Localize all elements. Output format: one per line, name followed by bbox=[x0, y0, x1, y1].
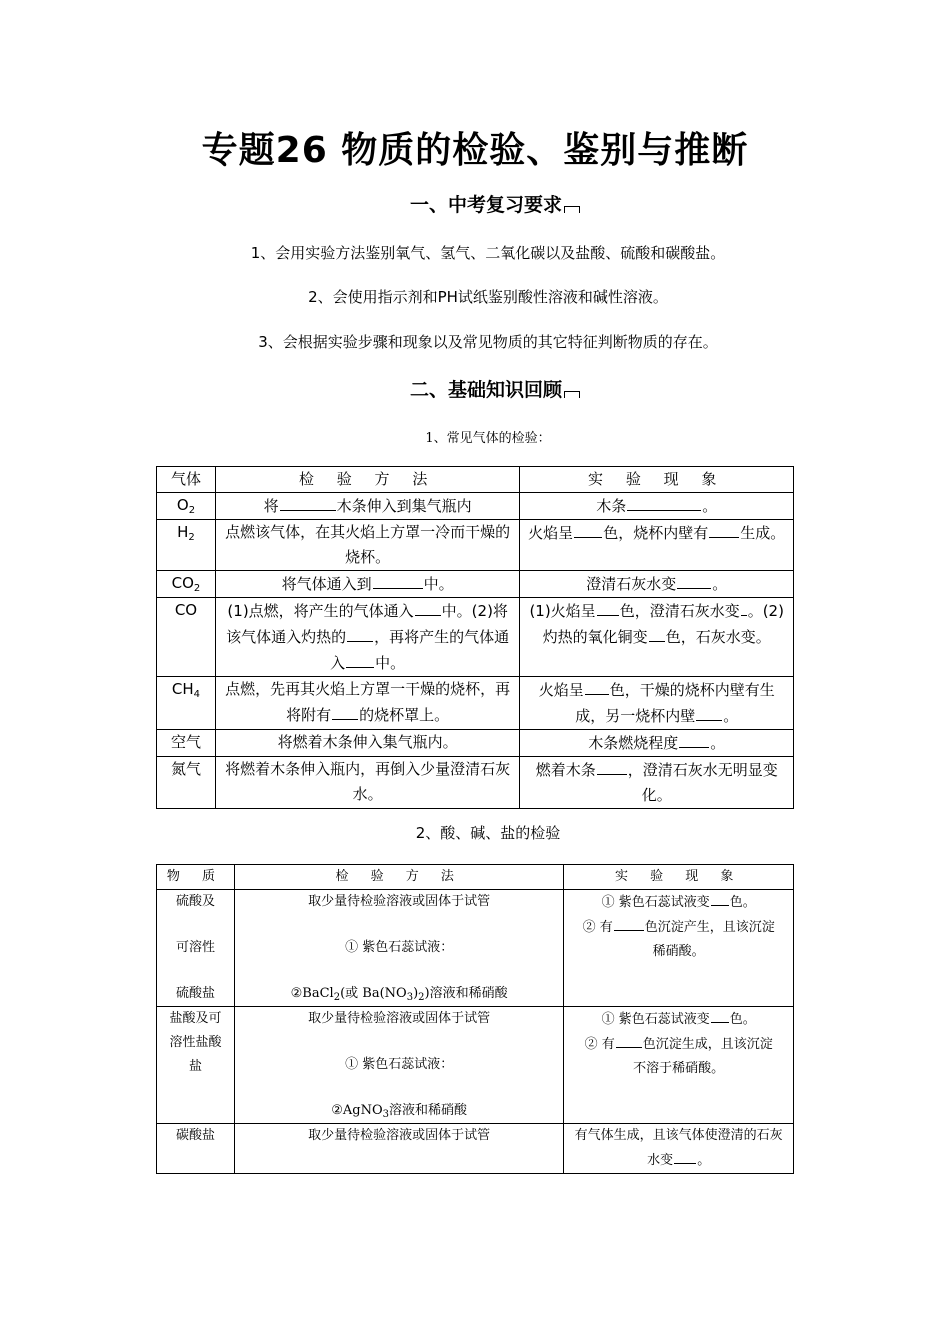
text: 色，澄清石灰水变 bbox=[619, 602, 740, 620]
text: 点燃，先再其火焰上方罩一干燥的烧杯，再将附有 bbox=[225, 680, 511, 724]
requirement-3: 3、会根据实验步骤和现象以及常见物质的其它特征判断物质的存在。 bbox=[258, 333, 718, 351]
result-cell bbox=[520, 730, 794, 757]
method-cell: 将燃着木条伸入瓶内，再倒入少量澄清石灰水。 bbox=[215, 757, 519, 809]
header-result: 实 验 现 象 bbox=[520, 467, 794, 493]
table2-caption: 2、酸、碱、盐的检验 bbox=[415, 824, 561, 842]
text: ① 紫色石蕊试液： bbox=[345, 1057, 454, 1072]
text: 。 bbox=[710, 734, 726, 752]
text: 硫酸及 bbox=[175, 894, 215, 909]
blank bbox=[415, 598, 441, 616]
blank bbox=[627, 493, 701, 511]
substance-cell: 碳酸盐 bbox=[157, 1124, 235, 1174]
text: 中。 bbox=[375, 654, 406, 672]
text: 盐 bbox=[188, 1059, 202, 1074]
gas-subscript: 4 bbox=[193, 689, 201, 700]
table-row bbox=[157, 598, 794, 677]
result-cell bbox=[520, 520, 794, 571]
blank bbox=[332, 702, 358, 720]
method-cell bbox=[215, 571, 519, 598]
blank bbox=[679, 730, 709, 748]
blank bbox=[711, 1007, 729, 1023]
text: ，澄清石灰水无明显变化。 bbox=[627, 761, 778, 804]
method-cell: 将燃着木条伸入集气瓶内。 bbox=[215, 730, 519, 757]
text-line bbox=[241, 982, 557, 1006]
result-cell bbox=[564, 1124, 794, 1174]
text: 木条 bbox=[596, 497, 627, 515]
table-row bbox=[157, 890, 794, 1007]
header-method: 检 验 方 法 bbox=[215, 467, 519, 493]
text: 可溶性 bbox=[175, 940, 215, 955]
method-cell bbox=[215, 493, 519, 520]
text: ② 有 bbox=[584, 1037, 615, 1052]
text: 澄清石灰水变 bbox=[586, 575, 677, 593]
text: )溶液和稀硝酸 bbox=[424, 986, 508, 1001]
text: ② 有 bbox=[582, 920, 613, 935]
result-cell bbox=[520, 493, 794, 520]
text: 火焰呈 bbox=[528, 524, 574, 542]
blank bbox=[280, 493, 336, 511]
text: 将 bbox=[263, 497, 279, 515]
gas-subscript: 2 bbox=[188, 532, 195, 543]
text: ②AgNO bbox=[331, 1103, 383, 1118]
result-cell bbox=[520, 677, 794, 730]
table-row bbox=[157, 520, 794, 571]
gas-cell: 氮气 bbox=[157, 757, 216, 809]
text: (1)火焰呈 bbox=[529, 602, 596, 620]
text: 色，石灰水变 bbox=[665, 628, 756, 646]
heading-mark-icon bbox=[564, 391, 580, 398]
page-title: 专题26 物质的检验、鉴别与推断 bbox=[201, 130, 749, 171]
section1-heading-text: 一、中考复习要求 bbox=[409, 194, 562, 216]
gas-cell: CO bbox=[157, 598, 216, 677]
text: 木条伸入到集气瓶内 bbox=[336, 497, 472, 515]
table-row bbox=[157, 730, 794, 757]
table-row bbox=[157, 757, 794, 809]
subscript: 3 bbox=[406, 992, 414, 1003]
blank bbox=[585, 677, 609, 695]
table-row bbox=[157, 571, 794, 598]
text: ，再将产生的气体通入 bbox=[330, 628, 510, 672]
heading-mark-icon bbox=[564, 206, 580, 213]
gas-cell bbox=[157, 677, 216, 730]
gas-test-table bbox=[156, 466, 794, 809]
blank bbox=[741, 598, 747, 616]
blank bbox=[711, 890, 729, 906]
text: 色沉淀生成，且该沉淀 bbox=[642, 1037, 773, 1052]
text: 生成。 bbox=[740, 524, 786, 542]
text-line bbox=[570, 1007, 787, 1032]
method-cell bbox=[234, 890, 563, 1007]
result-cell bbox=[564, 890, 794, 1007]
text: 色。 bbox=[729, 895, 756, 910]
text: 色，干燥的烧杯内壁有生成，另一烧杯内壁 bbox=[575, 681, 775, 725]
gas-cell bbox=[157, 571, 216, 598]
section2-heading-text: 二、基础知识回顾 bbox=[409, 379, 562, 401]
gas-formula: CO bbox=[171, 574, 194, 592]
method-cell: 取少量待检验溶液或固体于试管 bbox=[234, 1124, 563, 1174]
header-method: 检 验 方 法 bbox=[234, 865, 563, 890]
text: 色，烧杯内壁有 bbox=[603, 524, 709, 542]
blank bbox=[616, 1032, 642, 1048]
text: 将气体通入到 bbox=[281, 575, 372, 593]
blank bbox=[346, 650, 374, 668]
text: (1)点燃，将产生的气体通入 bbox=[227, 602, 414, 620]
text: ②BaCl bbox=[290, 986, 334, 1001]
text: ① 紫色石蕊试液： bbox=[345, 940, 454, 955]
text: 。 bbox=[702, 497, 718, 515]
text: 中。 bbox=[423, 575, 454, 593]
blank bbox=[709, 520, 739, 538]
gas-cell: 空气 bbox=[157, 730, 216, 757]
text: 稀硝酸。 bbox=[652, 944, 705, 959]
result-cell bbox=[520, 598, 794, 677]
section2-heading bbox=[0, 375, 950, 402]
text: 。 bbox=[755, 628, 771, 646]
text: ) bbox=[413, 986, 419, 1001]
subscript: 3 bbox=[382, 1109, 390, 1120]
gas-subscript: 2 bbox=[188, 505, 196, 516]
requirement-2: 2、会使用指示剂和PH试纸鉴别酸性溶液和碱性溶液。 bbox=[308, 288, 668, 306]
table-header-row bbox=[157, 467, 794, 493]
header-substance: 物 质 bbox=[157, 865, 235, 890]
blank bbox=[677, 571, 711, 589]
text: 取少量待检验溶液或固体于试管 bbox=[308, 1011, 491, 1026]
blank bbox=[347, 624, 373, 642]
header-result: 实 验 现 象 bbox=[564, 865, 794, 890]
text-line bbox=[570, 890, 787, 915]
gas-formula: H bbox=[177, 523, 189, 541]
text: 色沉淀产生，且该沉淀 bbox=[644, 920, 775, 935]
blank bbox=[649, 624, 665, 642]
acid-base-salt-table bbox=[156, 864, 794, 1174]
table-row bbox=[157, 1007, 794, 1124]
subscript: 2 bbox=[418, 992, 425, 1003]
section1-heading bbox=[0, 190, 950, 217]
text: 溶性盐酸 bbox=[169, 1035, 222, 1050]
header-gas: 气体 bbox=[157, 467, 216, 493]
text: 燃着木条 bbox=[535, 761, 596, 779]
method-cell bbox=[215, 598, 519, 677]
table-header-row bbox=[157, 865, 794, 890]
method-cell: 点燃该气体，在其火焰上方罩一冷而干燥的烧杯。 bbox=[215, 520, 519, 571]
text-line bbox=[570, 915, 787, 940]
substance-cell bbox=[157, 890, 235, 1007]
requirement-1: 1、会用实验方法鉴别氧气、氢气、二氧化碳以及盐酸、硫酸和碳酸盐。 bbox=[250, 244, 726, 262]
table1-caption: 1、常见气体的检验： bbox=[425, 431, 551, 446]
blank bbox=[597, 757, 627, 775]
substance-cell bbox=[157, 1007, 235, 1124]
method-cell bbox=[215, 677, 519, 730]
result-cell bbox=[520, 571, 794, 598]
text: 硫酸盐 bbox=[175, 986, 215, 1001]
blank bbox=[597, 598, 619, 616]
gas-formula: CH bbox=[171, 680, 194, 698]
blank bbox=[373, 571, 423, 589]
blank bbox=[674, 1148, 696, 1164]
subscript: 2 bbox=[333, 992, 341, 1003]
blank bbox=[614, 915, 644, 931]
table-row bbox=[157, 677, 794, 730]
table-row bbox=[157, 1124, 794, 1174]
text: (或 Ba(NO bbox=[340, 986, 407, 1001]
text: ① 紫色石蕊试液变 bbox=[601, 1012, 710, 1027]
text: 的烧杯罩上。 bbox=[359, 706, 450, 724]
gas-formula: O bbox=[176, 496, 189, 514]
blank bbox=[574, 520, 602, 538]
text: 中。(2)将该气体通入灼热的 bbox=[226, 602, 508, 646]
text: 有气体生成，且该气体使澄清的石灰水变 bbox=[574, 1128, 783, 1168]
text: 。 bbox=[723, 707, 739, 725]
text: 。(2)灼热的氧化铜变 bbox=[542, 602, 784, 646]
text: 溶液和稀硝酸 bbox=[389, 1103, 468, 1118]
gas-cell bbox=[157, 520, 216, 571]
gas-cell bbox=[157, 493, 216, 520]
gas-subscript: 2 bbox=[193, 583, 201, 594]
text: ① 紫色石蕊试液变 bbox=[601, 895, 710, 910]
text-line bbox=[241, 1099, 557, 1123]
text: 色。 bbox=[729, 1012, 756, 1027]
text-line bbox=[570, 1032, 787, 1057]
text: 。 bbox=[712, 575, 728, 593]
text: 火焰呈 bbox=[538, 681, 584, 699]
method-cell bbox=[234, 1007, 563, 1124]
text: 不溶于稀硝酸。 bbox=[633, 1061, 725, 1076]
text: 。 bbox=[697, 1153, 711, 1168]
blank bbox=[696, 703, 722, 721]
text: 取少量待检验溶液或固体于试管 bbox=[308, 894, 491, 909]
result-cell bbox=[564, 1007, 794, 1124]
table-row bbox=[157, 493, 794, 520]
text: 盐酸及可 bbox=[169, 1011, 222, 1026]
result-cell bbox=[520, 757, 794, 809]
text: 木条燃烧程度 bbox=[588, 734, 679, 752]
